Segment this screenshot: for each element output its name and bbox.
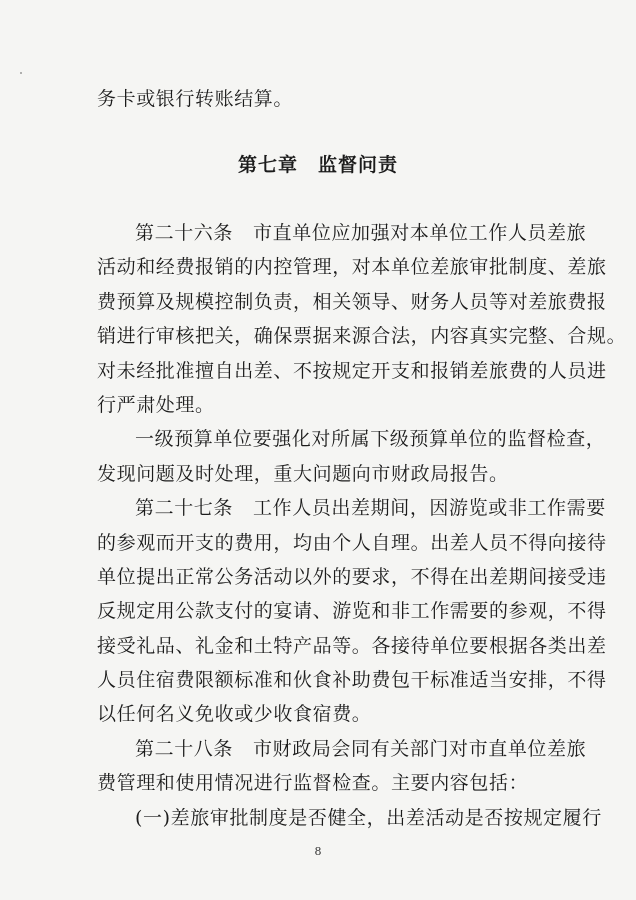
body-text: [97, 216, 627, 835]
budget-paragraph-line: 一级预算单位要强化对所属下级预算单位的监督检查，: [135, 428, 606, 451]
chapter-heading: [0, 150, 636, 177]
article-26-label: 第二十六条: [135, 222, 234, 244]
chapter-number: 第七章: [237, 154, 298, 176]
article-27-first-line: 第二十七条 工作人员出差期间，因游览或非工作需要: [135, 497, 606, 520]
article-28-line: 费管理和使用情况进行监督检查。主要内容包括：: [97, 772, 529, 795]
article-28-first-line: 第二十八条 市财政局会同有关部门对市直单位差旅: [135, 737, 587, 760]
article-26-line: 活动和经费报销的内控管理，对本单位差旅审批制度、差旅: [97, 256, 607, 279]
article-26-line: 对未经批准擅自出差、不按规定开支和报销差旅费的人员进: [97, 359, 607, 382]
article-27-line: 单位提出正常公务活动以外的要求，不得在出差期间接受违: [97, 565, 607, 588]
article-26-line: 行严肃处理。: [97, 393, 215, 416]
article-26-first-line: 第二十六条 市直单位应加强对本单位工作人员差旅: [135, 222, 587, 244]
budget-paragraph-line: 发现问题及时处理，重大问题向市财政局报告。: [97, 462, 509, 485]
top-fragment: [97, 82, 555, 116]
article-27-line: 接受礼品、礼金和土特产品等。各接待单位要根据各类出差: [97, 634, 607, 657]
page-number: 8: [314, 845, 322, 858]
article-27-line: 以任何名义免收或少收食宿费。: [97, 703, 372, 726]
chapter-title: 监督问责: [318, 154, 399, 176]
article-27-line: 反规定用公款支付的宴请、游览和非工作需要的参观，不得: [97, 600, 607, 623]
item-1-line: (一)差旅审批制度是否健全，出差活动是否按规定履行: [135, 806, 602, 829]
article-27-label: 第二十七条: [135, 497, 234, 520]
item-1-marker: (一): [135, 806, 171, 829]
article-27-line: 人员住宿费限额标准和伙食补助费包干标准适当安排，不得: [97, 669, 607, 692]
top-fragment-line: 务卡或银行转账结算。: [97, 88, 294, 110]
article-27-line: 的参观而开支的费用，均由个人自理。出差人员不得向接待: [97, 531, 607, 554]
scan-speck: [20, 72, 22, 74]
article-26-line: 销进行审核把关，确保票据来源合法，内容真实完整、合规。: [97, 325, 627, 348]
article-26-line: 费预算及规模控制负责，相关领导、财务人员等对差旅费报: [97, 290, 607, 313]
article-28-label: 第二十八条: [135, 737, 234, 760]
